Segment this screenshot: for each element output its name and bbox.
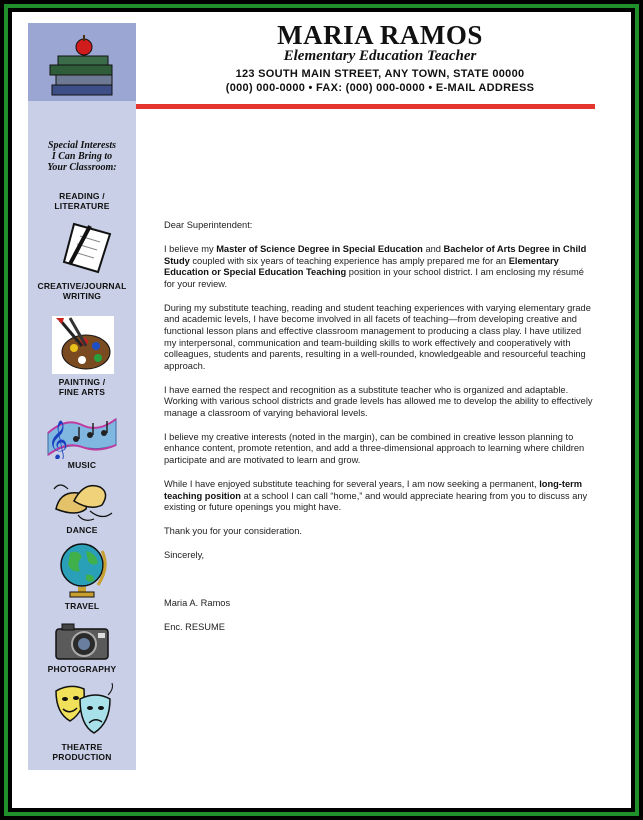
books-apple-icon (46, 31, 116, 97)
interest-photography-label (28, 664, 136, 674)
interest-dance-label (28, 525, 136, 535)
svg-text:𝄞: 𝄞 (48, 420, 69, 459)
applicant-name: MARIA RAMOS (277, 20, 483, 50)
interest-theatre-label (28, 742, 136, 762)
interests-sidebar (28, 23, 136, 770)
sidebar-heading-line: Special Interests (47, 140, 117, 151)
label-line: FINE ARTS (58, 387, 106, 397)
interest-travel-label (28, 601, 136, 611)
enclosure-note: Enc. RESUME (164, 621, 225, 632)
camera-icon (54, 621, 110, 661)
sidebar-heading-line: Your Classroom: (47, 162, 117, 173)
interest-music-label (28, 460, 136, 470)
label-line: MUSIC (67, 460, 97, 470)
text-run: coupled with six years of teaching experience has amply prepared me for an (189, 255, 509, 266)
signature-name: Maria A. Ramos (164, 597, 231, 608)
degree-highlight: Bachelor of Arts Degree in Child Study (164, 243, 587, 266)
label-line: LITERATURE (54, 201, 110, 211)
label-line: DANCE (66, 525, 98, 535)
globe-icon (58, 541, 108, 599)
salutation: Dear Superintendent: (164, 220, 253, 230)
position-highlight: long-term teaching position (164, 479, 583, 501)
paragraph-1 (164, 244, 596, 290)
paragraph-4: I believe my creative interests (noted in the margin), can be combined in creative lesson planning to enhance content, promote retention, and add a three-dimensional approach to learning where children participate and are motivated to learn and grow. (164, 431, 585, 466)
text-run: While I have enjoyed substitute teaching for several years, I am now seeking a permanent, (164, 479, 540, 490)
label-line: WRITING (62, 291, 102, 301)
label-line: PAINTING / (58, 377, 106, 387)
text-run: at a school I can call “home,” and would appreciate hearing from you to discuss any existing or future openings you might have. (164, 490, 588, 513)
label-line: PHOTOGRAPHY (47, 664, 117, 674)
sidebar-heading-line: I Can Bring to (51, 151, 113, 162)
header-rule (136, 104, 595, 109)
pencil-paper-icon (60, 218, 114, 274)
letter-body (164, 220, 596, 646)
paragraph-thanks: Thank you for your consideration. (164, 526, 302, 537)
interest-writing-label (28, 281, 136, 301)
applicant-address: 123 SOUTH MAIN STREET, ANY TOWN, STATE 00000 (235, 68, 525, 80)
label-line: READING / (59, 191, 105, 201)
ballet-shoes-icon (50, 475, 116, 523)
position-highlight: Elementary Education or Special Education Teaching (164, 255, 559, 278)
interest-painting-label (28, 377, 136, 397)
text-run: I believe my (164, 243, 217, 254)
sidebar-heading (28, 140, 136, 173)
sidebar-header-block (28, 23, 136, 101)
closing: Sincerely, (164, 550, 205, 561)
applicant-title: Elementary Education Teacher (283, 48, 477, 64)
paint-palette-icon (52, 316, 114, 374)
applicant-contact: (000) 000-0000 • FAX: (000) 000-0000 • E-MAIL ADDRESS (225, 82, 535, 94)
label-line: PRODUCTION (52, 752, 112, 762)
paragraph-2: During my substitute teaching, reading and student teaching experiences with varying elementary grade and academic levels, I have become involved in all facets of teaching—from developing creative and functional lesson plans and effective classroom management to producing a class play. I have utilized my interpersonal, communication and team-building skills to work effectively and cooperatively with colleagues, students and parents, resulting in a well-rounded, knowledgeable and resourceful teaching approach. (164, 302, 591, 371)
label-line: CREATIVE/JOURNAL (37, 281, 127, 291)
text-run: and (422, 243, 444, 254)
theatre-masks-icon (52, 681, 116, 739)
paragraph-5 (164, 479, 596, 514)
text-run: position in your school district. I am enclosing my résumé for your review. (164, 267, 584, 289)
interest-reading-label (28, 191, 136, 211)
degree-highlight: Master of Science Degree in Special Education (216, 243, 423, 254)
label-line: THEATRE (61, 742, 103, 752)
label-line: TRAVEL (64, 601, 100, 611)
music-notes-icon (46, 411, 118, 459)
paragraph-3: I have earned the respect and recognition as a substitute teacher who is organized and adaptable. Working with various school districts and grade levels has allowed me to develop the ability to effectively manage a classroom of varying behavioral levels. (164, 384, 593, 418)
